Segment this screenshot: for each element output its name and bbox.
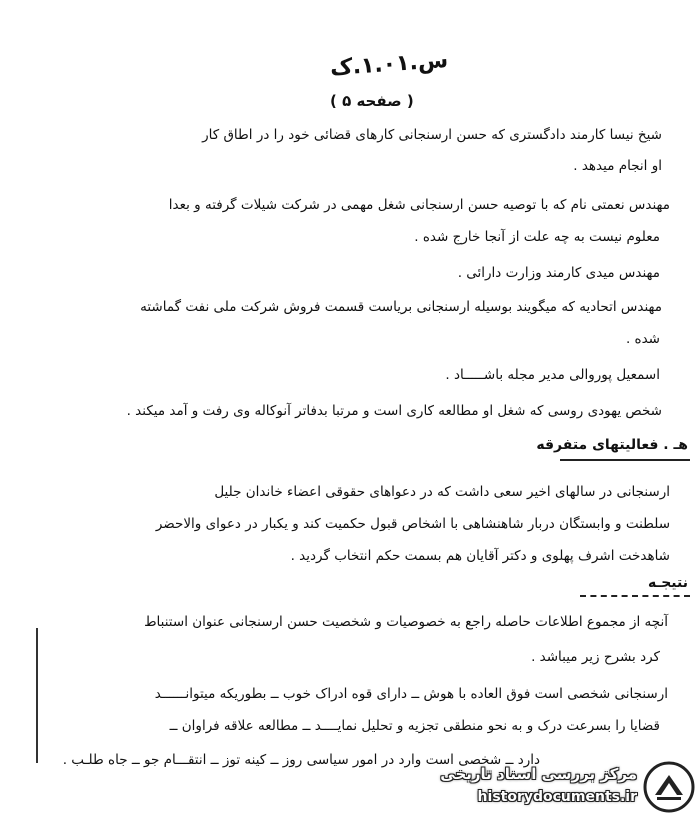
- text-line: کرد بشرح زیر میباشد .: [531, 649, 660, 665]
- text-line: اسمعیل پوروالی مدیر مجله باشـــــاد .: [445, 367, 660, 383]
- text-line: مهندس میدی کارمند وزارت دارائی .: [457, 265, 660, 281]
- text-line: دارد ــ شخصی است وارد در امور سیاسی روز ــ کینه توز ــ انتقـــام جو ــ جاه طلـب .: [62, 752, 540, 768]
- archive-logo-icon: [643, 761, 695, 813]
- text-line: شده .: [625, 331, 660, 347]
- watermark-title: مرکز بررسی اسناد تاریخی: [440, 765, 637, 783]
- heading-underline: [580, 595, 690, 597]
- document-code: س.١.٠١.ک: [329, 47, 449, 82]
- text-line: سلطنت و وابستگان دربار شاهنشاهی با اشخاص قبول حکمیت کند و یکبار در دعوای والاحضر: [155, 516, 670, 532]
- watermark: [430, 757, 695, 817]
- page-number-label: ( صفحه ۵ ): [330, 92, 414, 110]
- heading-underline: [560, 459, 690, 461]
- section-heading-result: نتیجـه: [647, 575, 688, 591]
- text-line: مهندس اتحادیه که میگویند بوسیله ارسنجانی بریاست قسمت فروش شرکت ملی نفت گماشته: [140, 299, 662, 315]
- text-line: قضایا را بسرعت درک و به نحو منطقی تجزیه و تحلیل نمایــــد ــ مطالعه علاقه فراوان ــ: [169, 718, 660, 734]
- text-line: مهندس نعمتی نام که با توصیه حسن ارسنجانی شغل مهمی در شرکت شیلات گرفته و بعدا: [168, 197, 670, 213]
- text-line: آنچه از مجموع اطلاعات حاصله راجع به خصوصیات و شخصیت حسن ارسنجانی عنوان استنباط: [144, 614, 668, 630]
- section-heading-activities: هـ . فعالیتهای متفرقه: [536, 437, 688, 453]
- text-line: ارسنجانی شخصی است فوق العاده با هوش ــ دارای قوه ادراک خوب ــ بطوریکه میتوانــــــد: [154, 686, 668, 702]
- text-line: ارسنجانی در سالهای اخیر سعی داشت که در دعواهای حقوقی اعضاء خاندان جلیل: [214, 484, 670, 500]
- text-line: شاهدخت اشرف پهلوی و دکتر آقایان هم بسمت حکم انتخاب گردید .: [290, 548, 670, 564]
- text-line: شیخ نیسا کارمند دادگستری که حسن ارسنجانی کارهای قضائی خود را در اطاق کار: [202, 127, 662, 143]
- margin-mark: [36, 628, 38, 763]
- text-line: او انجام میدهد .: [573, 158, 662, 174]
- text-line: شخص یهودی روسی که شغل او مطالعه کاری است و مرتبا بدفاتر آنوکاله وی رفت و آمد میکند .: [126, 403, 662, 419]
- text-line: معلوم نیست به چه علت از آنجا خارج شده .: [414, 229, 660, 245]
- watermark-url: historydocuments.ir: [477, 789, 637, 805]
